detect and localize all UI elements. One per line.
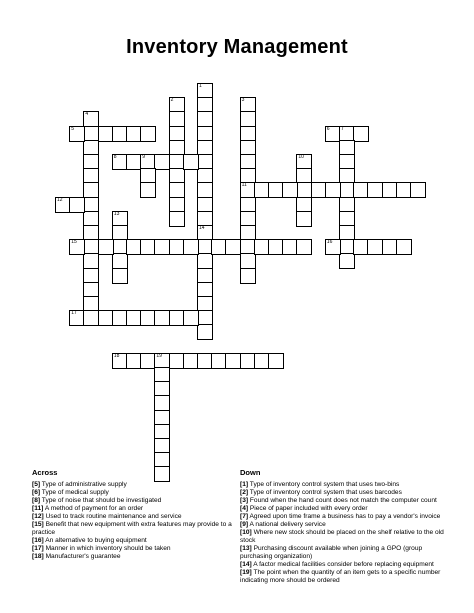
clue-number: [4]: [240, 505, 249, 512]
grid-cell[interactable]: [183, 239, 199, 255]
across-heading: Across: [32, 468, 58, 477]
clue-number: [3]: [240, 497, 249, 504]
puzzle-title: Inventory Management: [126, 36, 348, 58]
across-clue: [32, 505, 232, 513]
clue-text: Purchasing discount available when joining a GPO (group purchasing organization): [240, 545, 423, 560]
clue-text: Type of inventory control system that uses two-bins: [248, 481, 400, 488]
down-clue: [240, 481, 445, 489]
down-clues: [240, 469, 445, 585]
clue-text: An alternative to buying equipment: [43, 537, 147, 544]
grid-cell[interactable]: [69, 126, 85, 142]
grid-cell[interactable]: [98, 239, 114, 255]
clue-text: The point when the quantity of an item gets to a specific number indicating more should be ordered: [240, 569, 441, 584]
down-clue: [240, 521, 445, 529]
cell-number: 2: [170, 97, 174, 104]
down-clue: [240, 489, 445, 497]
grid-cell[interactable]: [240, 268, 256, 284]
grid-cell[interactable]: [169, 211, 185, 227]
across-clue: [32, 545, 232, 553]
clue-text: Used to track routine maintenance and service: [43, 513, 182, 520]
clue-number: [12]: [32, 513, 44, 520]
across-clue: [32, 521, 232, 537]
down-clue: [240, 513, 445, 521]
cell-number: 19: [156, 352, 162, 359]
grid-cell[interactable]: [296, 239, 312, 255]
cell-number: 9: [142, 154, 145, 160]
clue-number: [1]: [240, 481, 249, 488]
clue-text: Piece of paper included with every order: [248, 505, 368, 512]
down-clue: [240, 505, 445, 513]
clue-text: Type of noise that should be investigated: [40, 497, 162, 504]
cell-number: 8: [113, 154, 117, 160]
grid-cell[interactable]: [325, 239, 341, 255]
grid-cell[interactable]: [396, 239, 412, 255]
down-clue-list: [240, 481, 445, 585]
across-clue: [32, 489, 232, 497]
clue-text: A method of payment for an order: [43, 505, 144, 512]
clue-number: [7]: [240, 513, 249, 520]
down-clue: [240, 545, 445, 561]
grid-cell[interactable]: [339, 253, 355, 269]
clue-text: Type of medical supply: [40, 489, 109, 496]
clue-number: [15]: [32, 521, 44, 528]
grid-cell[interactable]: [296, 211, 312, 227]
down-clue: [240, 529, 445, 545]
grid-cell[interactable]: [353, 126, 369, 142]
cell-number: 18: [113, 352, 120, 359]
cell-number: 5: [71, 125, 74, 132]
clue-text: Found when the hand count does not match the computer count: [248, 497, 437, 504]
cell-number: 10: [298, 154, 304, 160]
grid-cell[interactable]: [225, 239, 241, 255]
cell-number: 4: [85, 111, 89, 118]
cell-number: 12: [57, 196, 63, 203]
down-heading: Down: [240, 468, 261, 477]
grid-cell[interactable]: [410, 182, 426, 198]
cell-number: 1: [199, 83, 202, 89]
down-clue: [240, 561, 445, 569]
clue-number: [2]: [240, 489, 249, 496]
across-clue: [32, 537, 232, 545]
clue-number: [6]: [32, 489, 41, 496]
grid-cell[interactable]: [140, 126, 156, 142]
grid-cell[interactable]: [197, 324, 213, 340]
clue-number: [18]: [32, 553, 44, 560]
grid-cell[interactable]: [140, 182, 156, 198]
clue-text: A national delivery service: [248, 521, 326, 528]
clue-number: [10]: [240, 529, 252, 536]
cell-number: 13: [113, 210, 120, 217]
clue-number: [17]: [32, 545, 44, 552]
clue-number: [8]: [32, 497, 41, 504]
across-clue: [32, 513, 232, 521]
cell-number: 15: [71, 239, 77, 246]
clue-number: [14]: [240, 561, 252, 568]
cell-number: 6: [326, 125, 330, 132]
down-clue: [240, 497, 445, 505]
grid-cell[interactable]: [112, 268, 128, 284]
grid-cell[interactable]: [325, 182, 341, 198]
grid-cell[interactable]: [69, 197, 85, 213]
grid-cell[interactable]: [183, 154, 199, 170]
clue-number: [9]: [240, 521, 249, 528]
grid-cell[interactable]: [268, 353, 284, 369]
across-clue: [32, 553, 232, 561]
cell-number: 17: [71, 310, 77, 317]
clue-text: A factor medical facilities consider before replacing equipment: [251, 561, 434, 568]
clue-text: Where new stock should be placed on the shelf relative to the old stock: [240, 529, 444, 544]
grid-cell[interactable]: [282, 182, 298, 198]
cell-number: 3: [241, 97, 245, 104]
cell-number: 14: [199, 225, 205, 231]
across-clue: [32, 497, 232, 505]
clue-number: [11]: [32, 505, 44, 512]
clue-number: [19]: [240, 569, 252, 576]
clue-number: [13]: [240, 545, 252, 552]
down-clue: [240, 569, 445, 585]
clue-number: [5]: [32, 481, 41, 488]
clue-text: Manner in which inventory should be taken: [43, 545, 171, 552]
clue-text: Type of administrative supply: [40, 481, 127, 488]
clue-number: [16]: [32, 537, 44, 544]
cell-number: 11: [241, 182, 247, 189]
cell-number: 16: [326, 239, 333, 246]
clue-text: Agreed upon time frame a business has to pay a vendor's invoice: [248, 513, 441, 520]
clue-text: Manufacturer's guarantee: [43, 553, 121, 560]
across-clue: [32, 481, 232, 489]
grid-cell[interactable]: [183, 310, 199, 326]
cell-number: 7: [341, 125, 344, 132]
clue-text: Benefit that new equipment with extra features may provide to a practice: [32, 521, 232, 536]
grid-cell[interactable]: [69, 239, 85, 255]
grid-cell[interactable]: [154, 154, 170, 170]
clue-text: Type of inventory control system that uses barcodes: [248, 489, 402, 496]
across-clue-list: [32, 481, 232, 561]
across-clues: [32, 469, 232, 561]
